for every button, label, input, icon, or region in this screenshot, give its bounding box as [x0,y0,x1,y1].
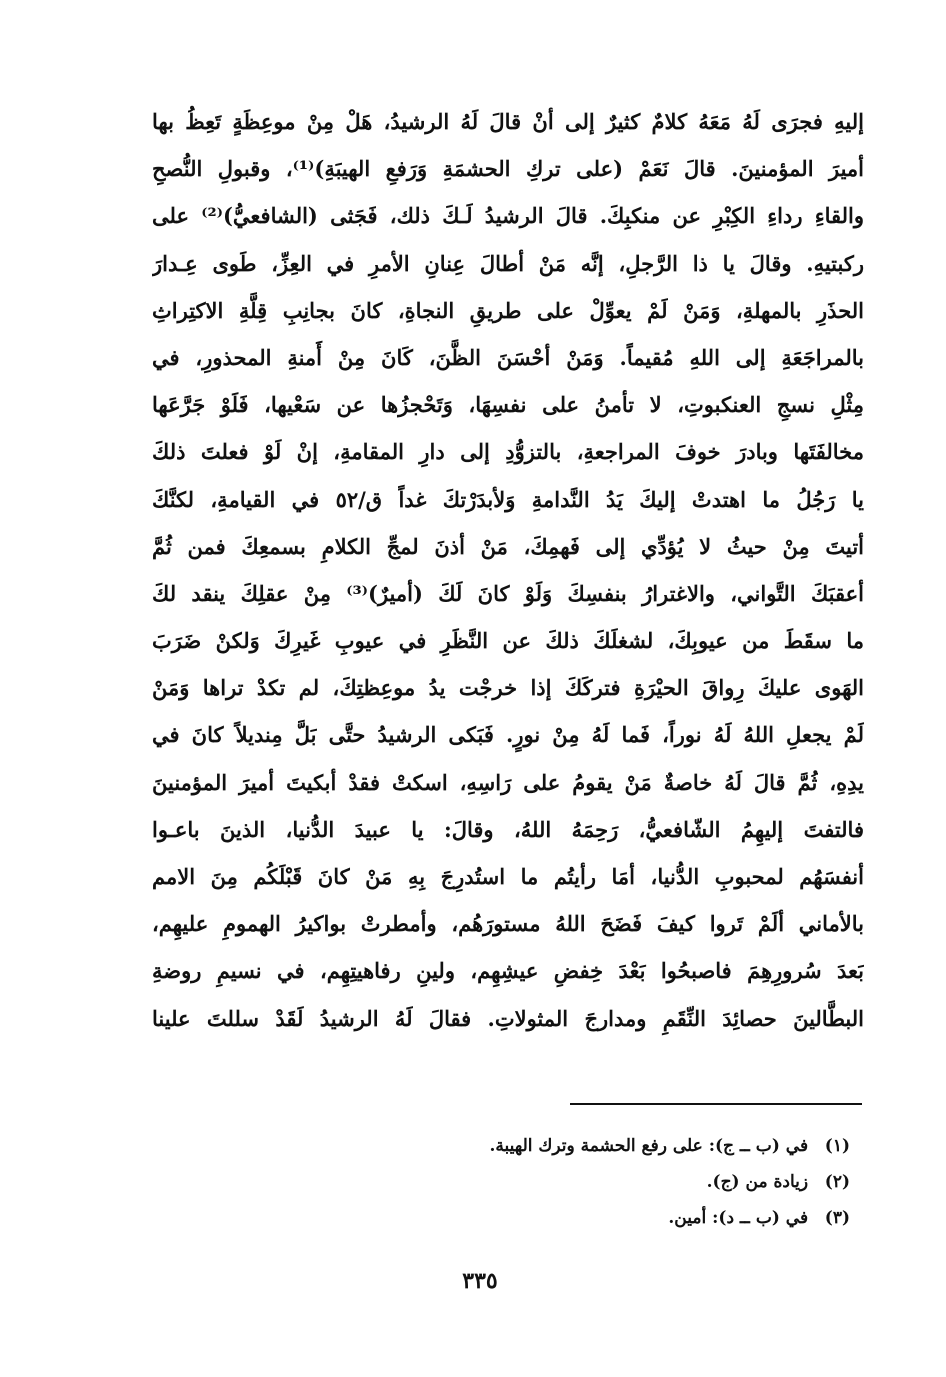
footnote-text: زيادة من (ج). [706,1172,809,1192]
footnote-number: (٣) [824,1208,850,1228]
text-line: بالأماني ألَمْ تَروا كيفَ فَضَحَ اللهُ مستورَهُم، وأمطرتْ بواكيرُ الهمومِ عليهِم، [152,911,864,937]
main-text-block [152,98,864,1042]
text-line: أميرَ المؤمنينَ. قالَ نَعَمْ (على تركِ الحشمَةِ وَرَفعِ الهيبَةِ)⁽¹⁾، وقبولِ النُّصحِ [152,156,864,182]
text-line: أتيتَ مِنْ حيثُ لا يُؤدِّي إلى فَهمِكَ، مَنْ أذنَ لمجِّ الكلامِ بسمعِكَ فمن ثُمَّ [152,533,864,559]
text-line: الهَوى عليكَ رِواقَ الحيْرَةِ فتركَكَ إذا خرجْت يدُ موعِظتِكَ، لم تكدْ تراها وَمَنْ [152,675,864,701]
text-line: ما سقَطَ من عيوبِكَ، لشغلَكَ ذلكَ عن النَّظَرِ في عيوبِ غَيرِكَ وَلكنْ ضَرَبَ [152,628,864,654]
footnote-item [350,1128,850,1164]
text-line: الحذَرِ بالمهلةِ، وَمَنْ لَمْ يعوِّلْ على طريقِ النجاةِ، كانَ بجانِبِ قِلَّةِ الاكتِراثِ [152,297,864,323]
text-line: لَمْ يجعلِ اللهُ لَهُ نوراً، فَما لَهُ مِنْ نورٍ. فَبَكى الرشيدُ حتَّى بَلَّ مِنديلاً كانَ في [152,722,864,748]
footnotes [350,1128,850,1236]
footnote-item [350,1200,850,1236]
text-line: يا رَجُلُ ما اهتدتْ إليكَ يَدُ النَّدامةِ وَلأبدَرْتكَ غداً ق/٥٢ في القيامةِ، لكنَّكَ [152,486,864,512]
text-line: إليهِ فجرَى لَهُ مَعَهُ كلامٌ كثيرٌ إلى أنْ قالَ لَهُ الرشيدُ، هَلْ مِنْ موعِظَةٍ تَعِظُ بها [152,109,864,134]
footnote-text: في (ب ــ ج): على رفع الحشمة وترك الهيبة. [489,1136,809,1156]
footnote-number: (١) [824,1136,850,1156]
text-line: بالمراجَعَةِ إلى اللهِ مُقيماً. وَمَنْ أحْسَنَ الظَّنَ، كَانَ مِنْ أَمنةِ المحذورِ، في [152,344,864,370]
text-line: بَعدَ سُرورِهِمَ فاصبحُوا بَعْدَ خِفضِ عيشِهِم، ولينِ رفاهيتِهِم، في نسيمِ روضةِ [152,958,864,984]
text-line: يدِهِ، ثُمَّ قالَ لَهُ خاصةٌ مَنْ يقومُ على رَاسِهِ، اسكتْ فقدْ أبكيتَ أميرَ المؤمنينَ [152,769,864,795]
footnote-text: في (ب ــ د): أمين. [668,1208,809,1228]
text-line: والقاءِ رداءِ الكِبْرِ عن منكبِكَ. قالَ الرشيدُ لَـكَ ذلك، فَجَثى (الشافعيُّ)⁽²⁾ على [152,203,864,229]
text-line: فالتفتَ إليهِمُ الشّافعيُّ، رَحِمَهُ اللهُ، وقالَ: يا عبيدَ الدُّنيا، الذينَ باعـوا [152,816,864,842]
text-line: مِثْلِ نسجِ العنكبوتِ، لا تأمنُ على نفسِهَا، وَتَحْجزُها عن سَعْيها، فَلَوْ جَرَّعَها [152,392,864,418]
text-line: مخالفَتَها وبادرَ خوفَ المراجعةِ، بالتزوُّدِ إلى دارِ المقامةِ، إنْ لَوْ فعلتَ ذلكَ [152,439,864,465]
footnote-number: (٢) [824,1172,850,1192]
text-line: البطَّالينَ حصائِدَ النِّقَمِ ومدارجَ المثولاتِ. فقالَ لَهُ الرشيدُ لَقَدْ سللتَ علينا [152,1005,864,1031]
text-line: أعقبَكَ التَّواني، والاغترارُ بنفسِكَ وَلَوْ كانَ لَكَ (أميرٌ)⁽³⁾ مِنْ عقلِكَ ينقد لكَ [152,580,864,606]
text-line: أنفسَهُم لمحبوبِ الدُّنيا، أمَا رأيتُم ما استُدرِجَ بِهِ مَنْ كانَ قَبْلَكُم مِنَ الامم [152,864,864,889]
footnote-item [350,1164,850,1200]
page-number: ٣٣٥ [462,1268,498,1294]
footnote-separator [570,1103,862,1105]
text-line: ركبتيهِ. وقالَ يا ذا الرَّجلِ، إنَّه مَنْ أطالَ عِنانِ الأمرِ في العِزِّ، طَوى عِـدارَ [152,250,864,276]
